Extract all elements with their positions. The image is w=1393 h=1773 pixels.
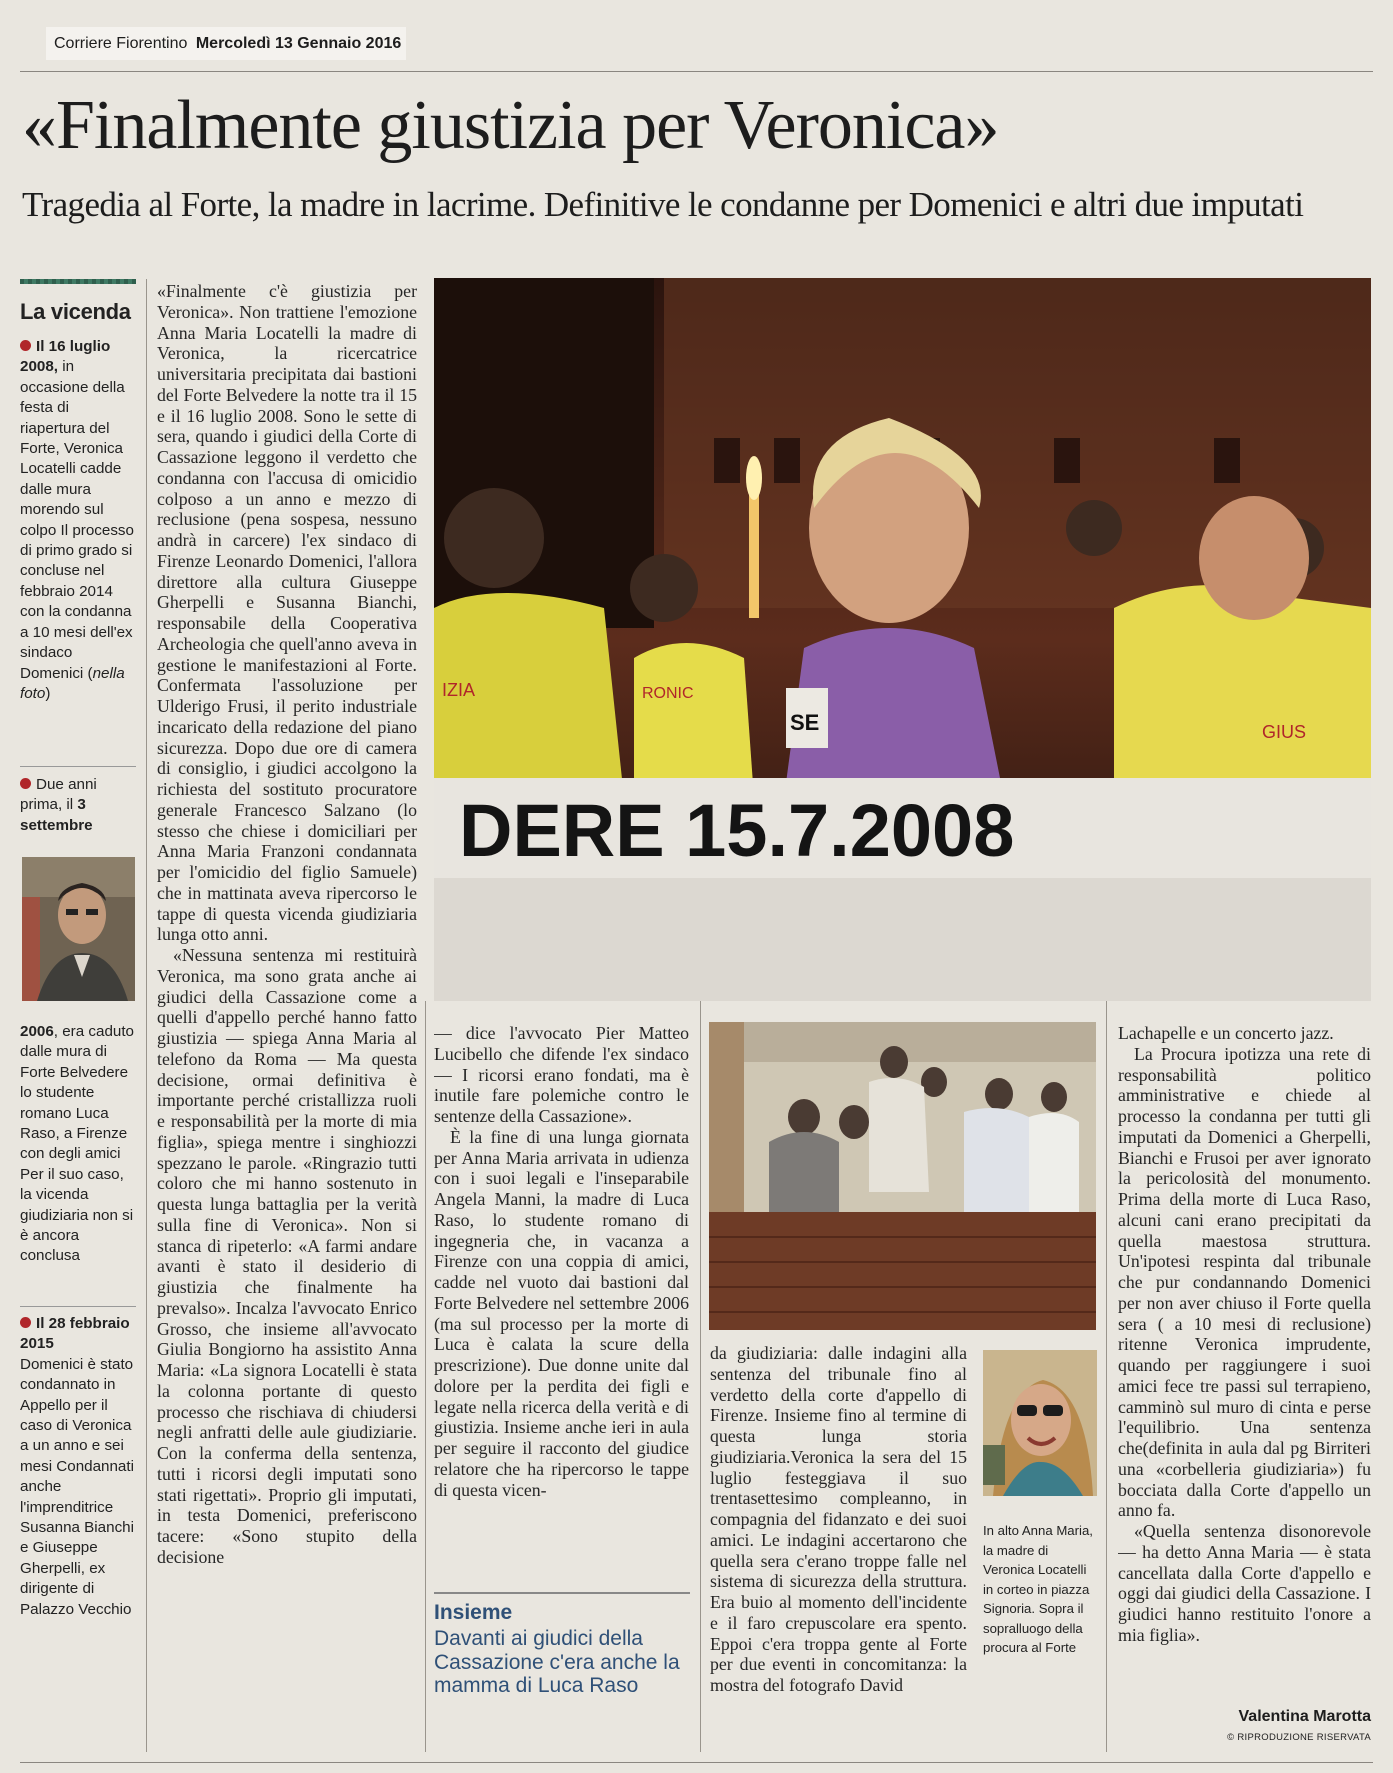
article-column-4: Lachapelle e un concerto jazz. La Procura ipotizza una rete di responsabilità politico amministrative e chiede al processo la condanna per tutti gli imputati da Domenici a Gherpelli, Bianchi e Frusoi per aver ignorato la pericolosità del monumento. Prima della morte di Luca Raso, alcuni cani erano precipitati da quella maestosa struttura. Un'ipotesi respinta dal tribunale che pur condannando Domenici per non aver chiuso il Forte quella sera ( a 10 mesi di reclusione) ritenne Veronica imprudente, quando per raggiungere i suoi amici fece tre passi sul terrapieno, camminò sul muro di cinta e perse l'equilibrio. Una sentenza che(definita in aula dal pg Birriteri una «corbelleria giudiziaria») fu bocciata dalla Corte d'appello un anno fa. «Quella sentenza disonorevole — ha detto Anna Maria — è stata cancellata dalla Corte d'appello e oggi dai giudici della Cassazione. I giudici hanno restituito l'onore a mia figlia». bbox=[1118, 1023, 1371, 1645]
column-rule bbox=[1106, 1001, 1107, 1752]
sidebar-divider bbox=[20, 766, 136, 767]
insieme-label: Insieme bbox=[434, 1601, 513, 1624]
photo-caption: In alto Anna Maria, la madre di Veronica Locatelli in corteo in piazza Signoria. Sopra il sopralluogo della procura al Forte bbox=[983, 1523, 1093, 1655]
insieme-rule bbox=[434, 1592, 690, 1594]
column-rule bbox=[700, 1001, 701, 1752]
column-rule bbox=[146, 279, 147, 1752]
sidebar-entry-3: Il 28 febbraio 2015 Domenici è stato condannato in Appello per il caso di Veronica a un anno e sei mesi Condannati anche l'imprenditrice Susanna Bianchi e Giuseppe Gherpelli, ex dirigente di Palazzo Vecchio bbox=[20, 1315, 134, 1618]
shirt-text: GIUS bbox=[1262, 722, 1307, 742]
sidebar-divider bbox=[20, 1306, 136, 1307]
sidebar bbox=[20, 298, 138, 704]
article-column-2: — dice l'avvocato Pier Matteo Lucibello che difende l'ex sindaco — I ricorsi erano fondati, ma è inutile fare polemiche contro le sentenze della Cassazione». È la fine di una lunga giornata per Anna Maria arrivata in udienza con i suoi legali e l'inseparabile Angela Manni, la madre di Luca Raso, lo studente romano di ingegneria che, in vacanza a Firenze con una coppia di amici, cadde nel vuoto dai bastioni dal Forte Belvedere nel settembre 2006 (ma sul processo per la morte di Luca è calata la scure della prescrizione). Due donne unite dal dolore per la perdita dei figli e legate nella ricerca della verità e di giustizia. Insieme anche ieri in aula per seguire il racconto del giudice relatore che ha ripercorso le tappe di questa vicen- bbox=[434, 1023, 689, 1500]
article-column-1: «Finalmente c'è giustizia per Veronica». Non trattiene l'emozione Anna Maria Locatelli la madre di Veronica, la ricercatrice universitaria precipitata dai bastioni del Forte Belvedere la notte tra il 15 e il 16 luglio 2008. Sono le sette di sera, quando i giudici della Corte di Cassazione leggono il verdetto che condanna con l'accusa di omicidio colposo a un anno e mezzo di reclusione (pena sospesa, nessuno andrà in carcere) l'ex sindaco di Firenze Leonardo Domenici, l'allora direttore alla cultura Giuseppe Gherpelli e Susanna Bianchi, responsabile della Cooperativa Archeologia che quell'anno aveva in gestione le manifestazioni al Forte. Confermata l'assoluzione per Ulderigo Frusi, il perito industriale incaricato della redazione del piano sicurezza. Dopo due ore di camera di consiglio, i giudici accolgono la richiesta del sostituto procuratore generale Francesco Salzano (lo stesso che chiese i domiciliari per Anna Maria Franzoni condannata per l'omicidio del figlio Samuele) che in mattinata aveva ripercorso le tappe di questa vicenda giudiziaria lunga otto anni. «Nessuna sentenza mi restituirà Veronica, ma sono grata anche ai giudici della Cassazione come a quelli d'appello perché hanno fatto giustizia — spiega Anna Maria al telefono da Roma — Ma questa decisione, ormai definitiva è importante perché cristallizza ruoli e responsabilità per la morte di mia figlia», spiega mentre i singhiozzi spezzano le parole. «Ringrazio tutti coloro che mi hanno sostenuto in questa lunga battaglia per la verità sulla fine di Veronica». Non si stanca di ripeterlo: «A farmi andare avanti è stato il desiderio di giustizia che finalmente ha prevalso». Incalza l'avvocato Enrico Grosso, che insieme all'avvocato Giulia Bongiorno ha assistito Anna Maria: «La signora Locatelli è stata la colonna portante di questo processo che rischiava di chiudersi negli anfratti delle aule giudiziarie. Con la conferma della sentenza, tutti i ricorsi degli imputati sono stati rigettati». Proprio gli imputati, in testa Domenici, preferiscono tacere: «Sono stupito della decisione bbox=[157, 281, 417, 1567]
headline: «Finalmente giustizia per Veronica» bbox=[22, 87, 999, 164]
newspaper-header bbox=[46, 27, 406, 60]
sidebar-entry-1: Il 16 luglio 2008, in occasione della festa di riapertura del Forte, Veronica Locatelli cadde dalle mura morendo sul colpo Il processo di primo grado si concluse nel febbraio 2014 con la condanna a 10 mesi dell'ex sindaco Domenici (nella foto) bbox=[20, 338, 134, 702]
article-column-3: da giudiziaria: dalle indagini alla sentenza del tribunale fino al verdetto della corte d'appello di Firenze. Insieme fino al termine di questa lunga storia giudiziaria.Veronica la sera del 15 luglio festeggiava il suo trentasettesimo compleanno, in compagnia del fidanzato e dei suoi amici. Le indagini accertarono che quella sera c'erano troppe falle nel sistema di sicurezza della struttura. Era buio al momento dell'incidente e il faro crepuscolare era spento. Eppoi c'era troppa gente al Forte per due eventi in concomitanza: la mostra del fotografo David bbox=[710, 1343, 967, 1695]
banner-text: DERE 15.7.2008 bbox=[459, 789, 1015, 872]
column-rule bbox=[425, 1001, 426, 1752]
sign-text: SE bbox=[790, 710, 820, 735]
byline: Valentina Marotta bbox=[1238, 1708, 1371, 1725]
insieme-text: Davanti ai giudici della Cassazione c'era anche la mamma di Luca Raso bbox=[434, 1627, 680, 1697]
anna-maria-photo bbox=[983, 1350, 1097, 1496]
shirt-text: IZIA bbox=[442, 680, 476, 700]
copyright-note: © RIPRODUZIONE RISERVATA bbox=[1227, 1732, 1371, 1743]
sidebar-bar bbox=[20, 279, 136, 284]
domenici-portrait-photo bbox=[22, 857, 135, 1001]
newspaper-name: Corriere Fiorentino bbox=[54, 35, 188, 52]
bullet-dot-icon bbox=[20, 1317, 31, 1328]
header-rule bbox=[20, 71, 1373, 72]
sidebar-title: La vicenda bbox=[20, 299, 131, 324]
bullet-dot-icon bbox=[20, 340, 31, 351]
march-main-photo bbox=[434, 278, 1371, 1001]
inspection-photo bbox=[709, 1022, 1096, 1330]
footer-rule bbox=[20, 1762, 1373, 1763]
subheadline: Tragedia al Forte, la madre in lacrime. Definitive le condanne per Domenici e altri due imputati bbox=[22, 185, 1304, 224]
issue-date: Mercoledì 13 Gennaio 2016 bbox=[195, 35, 402, 52]
bullet-dot-icon bbox=[20, 778, 31, 789]
sidebar-entry-2-body: 2006, era caduto dalle mura di Forte Belvedere lo studente romano Luca Raso, a Firenze con degli amici Per il suo caso, la vicenda giudiziaria non si è ancora conclusa bbox=[20, 1023, 135, 1265]
shirt-text: RONIC bbox=[642, 685, 694, 702]
sidebar-entry-2-head: Due anni prima, il 3 settembre bbox=[20, 776, 97, 834]
